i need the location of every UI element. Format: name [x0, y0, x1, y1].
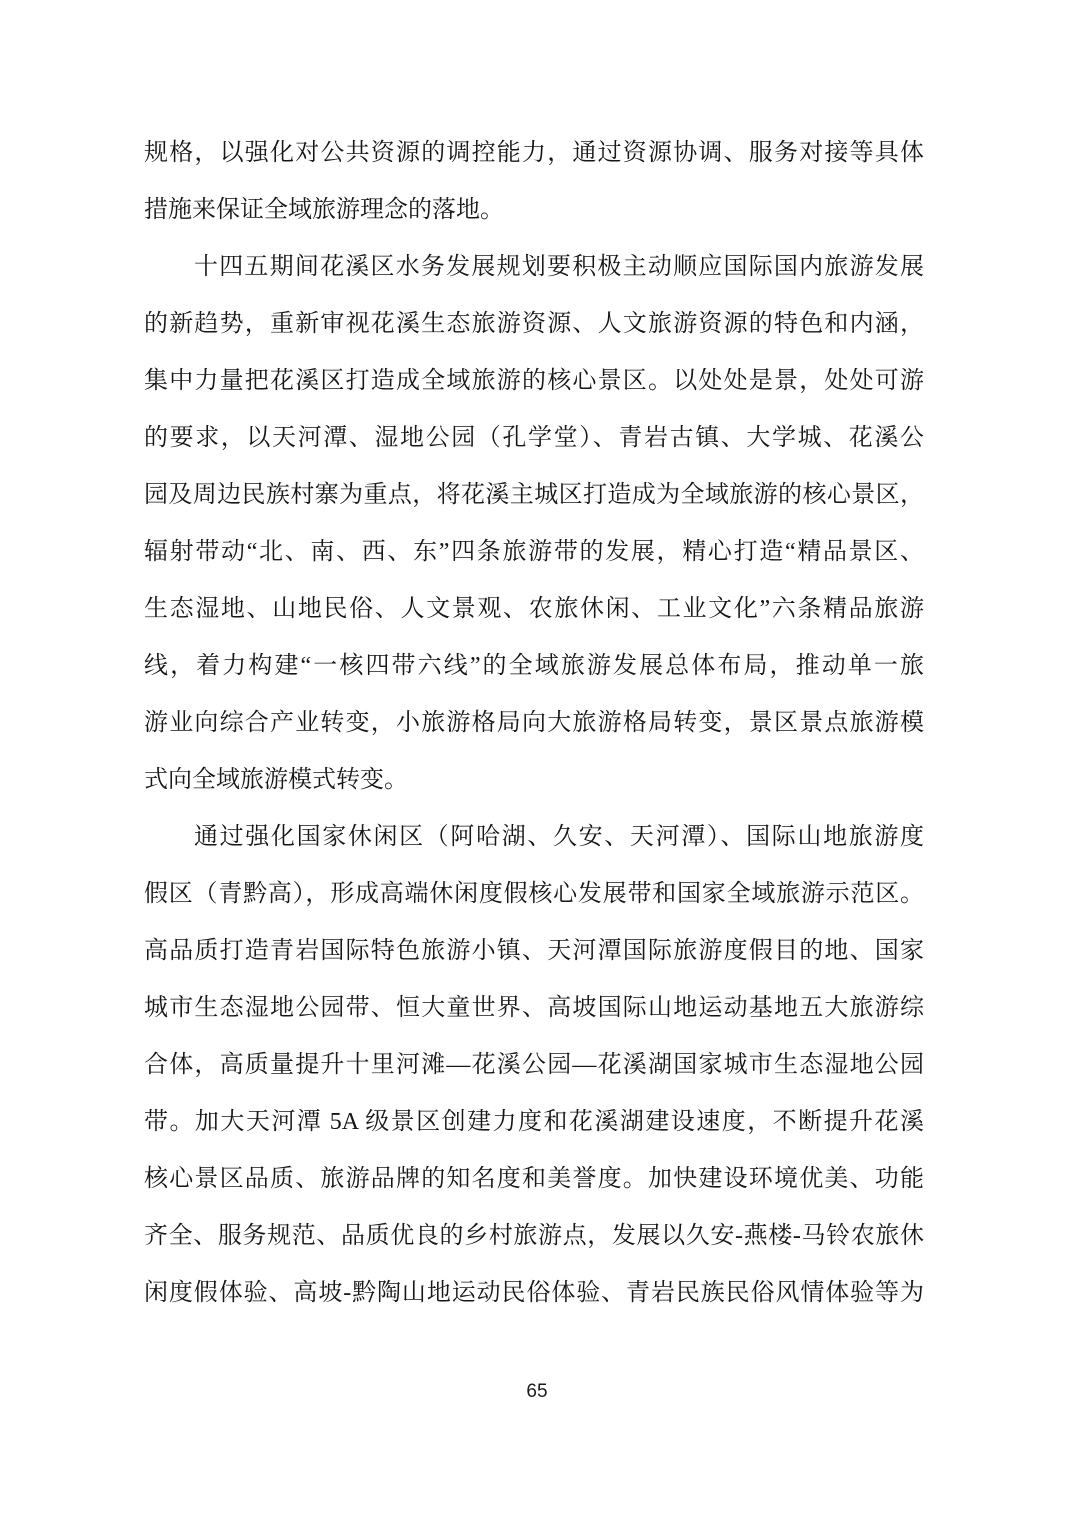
paragraph-2	[144, 239, 924, 809]
text-line: 通过强化国家休闲区（阿哈湖、久安、天河潭）、国际山地旅游度	[194, 824, 924, 850]
text-line: 合体，高质量提升十里河滩—花溪公园—花溪湖国家城市生态湿地公园	[144, 1052, 924, 1078]
text-line: 园及周边民族村寨为重点，将花溪主城区打造成为全域旅游的核心景区，	[144, 482, 924, 508]
text-line: 游业向综合产业转变，小旅游格局向大旅游格局转变，景区景点旅游模	[144, 710, 924, 736]
page-body-text	[144, 125, 924, 1322]
paragraph-3	[144, 809, 924, 1322]
paragraph-1	[144, 125, 924, 239]
text-line: 城市生态湿地公园带、恒大童世界、高坡国际山地运动基地五大旅游综	[144, 995, 924, 1021]
text-line: 齐全、服务规范、品质优良的乡村旅游点，发展以久安-燕楼-马铃农旅休	[144, 1223, 924, 1249]
text-line: 假区（青黔高），形成高端休闲度假核心发展带和国家全域旅游示范区。	[144, 881, 924, 907]
text-line: 核心景区品质、旅游品牌的知名度和美誉度。加快建设环境优美、功能	[144, 1166, 924, 1192]
text-line: 十四五期间花溪区水务发展规划要积极主动顺应国际国内旅游发展	[194, 254, 924, 280]
text-line: 的新趋势，重新审视花溪生态旅游资源、人文旅游资源的特色和内涵，	[144, 311, 924, 337]
text-line: 辐射带动“北、南、西、东”四条旅游带的发展，精心打造“精品景区、	[144, 539, 924, 565]
text-line: 闲度假体验、高坡-黔陶山地运动民俗体验、青岩民族民俗风情体验等为	[144, 1280, 924, 1306]
page-number: 65	[526, 1381, 548, 1402]
text-line: 高品质打造青岩国际特色旅游小镇、天河潭国际旅游度假目的地、国家	[144, 938, 924, 964]
text-line: 带。加大天河潭 5A 级景区创建力度和花溪湖建设速度，不断提升花溪	[144, 1109, 924, 1135]
text-line: 集中力量把花溪区打造成全域旅游的核心景区。以处处是景，处处可游	[144, 368, 924, 394]
text-line: 规格，以强化对公共资源的调控能力，通过资源协调、服务对接等具体	[144, 140, 924, 166]
text-line: 措施来保证全域旅游理念的落地。	[144, 197, 504, 223]
text-line: 线，着力构建“一核四带六线”的全域旅游发展总体布局，推动单一旅	[144, 653, 924, 679]
text-line: 生态湿地、山地民俗、人文景观、农旅休闲、工业文化”六条精品旅游	[144, 596, 924, 622]
text-line: 的要求，以天河潭、湿地公园（孔学堂）、青岩古镇、大学城、花溪公	[144, 425, 924, 451]
text-line: 式向全域旅游模式转变。	[144, 767, 408, 793]
